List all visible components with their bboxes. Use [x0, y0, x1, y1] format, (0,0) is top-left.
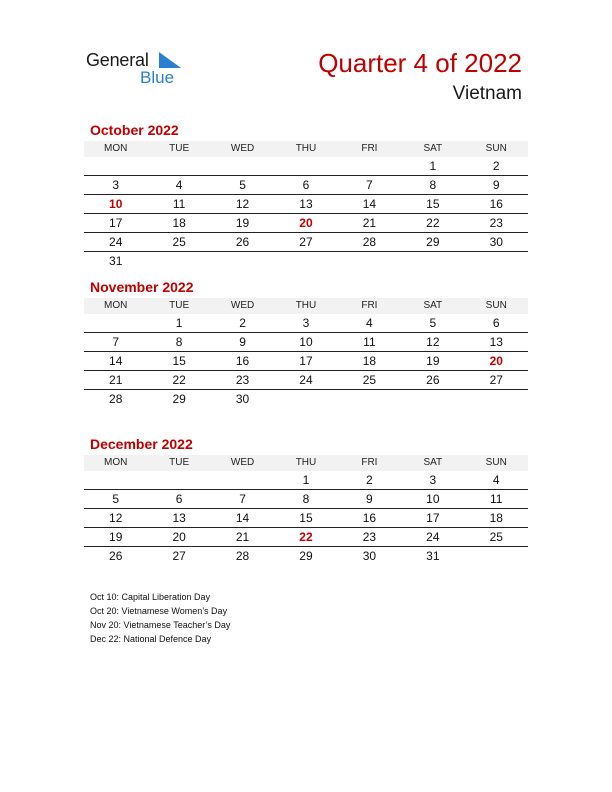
day-cell: 28 — [235, 549, 250, 563]
day-cell: 14 — [109, 354, 123, 368]
weekday-label: THU — [295, 300, 317, 311]
day-cell: 21 — [235, 530, 250, 544]
week-row — [84, 233, 528, 252]
weekday-label: SAT — [423, 457, 443, 468]
generalblue-logo — [86, 50, 186, 90]
week-row — [84, 547, 528, 565]
day-cell: 27 — [172, 549, 186, 563]
day-cell — [147, 471, 210, 489]
day-cell: 4 — [366, 316, 373, 330]
weekday-label: THU — [295, 457, 317, 468]
day-cell — [465, 547, 528, 565]
day-cell: 29 — [299, 549, 313, 563]
day-cell: 5 — [429, 316, 437, 330]
day-cell: 12 — [426, 335, 440, 349]
weekday-label: SAT — [423, 300, 443, 311]
day-cell: 7 — [112, 335, 120, 349]
day-cell: 19 — [426, 354, 440, 368]
day-cell: 1 — [175, 316, 183, 330]
day-cell: 1 — [302, 473, 310, 487]
day-cell: 17 — [109, 216, 123, 230]
day-cell: 23 — [489, 216, 503, 230]
weekday-label: MON — [104, 457, 128, 468]
week-row — [84, 528, 528, 547]
day-cell: 2 — [492, 159, 500, 173]
weekday-label: WED — [230, 143, 255, 154]
day-cell: 16 — [362, 511, 377, 525]
day-cell: 18 — [362, 354, 377, 368]
day-cell: 31 — [109, 254, 123, 268]
day-cell: 3 — [429, 473, 437, 487]
weekday-label: MON — [104, 143, 128, 154]
day-cell — [84, 471, 147, 489]
day-cell: 5 — [112, 492, 120, 506]
weekday-header — [84, 141, 528, 157]
day-cell — [84, 157, 147, 175]
day-cell: 26 — [109, 549, 123, 563]
day-cell — [211, 157, 274, 175]
day-cell: 24 — [299, 373, 313, 387]
holiday-day-cell: 10 — [109, 197, 123, 211]
day-cell: 13 — [172, 511, 186, 525]
day-cell — [84, 314, 147, 332]
day-cell: 15 — [172, 354, 186, 368]
day-cell: 27 — [299, 235, 313, 249]
weekday-label: FRI — [361, 300, 378, 311]
day-cell: 26 — [426, 373, 440, 387]
day-cell: 8 — [175, 335, 183, 349]
day-cell: 3 — [302, 316, 310, 330]
week-row — [84, 252, 528, 270]
day-cell: 16 — [235, 354, 250, 368]
month-title: November 2022 — [90, 279, 194, 295]
day-cell: 15 — [426, 197, 440, 211]
week-row — [84, 157, 528, 176]
day-cell: 18 — [489, 511, 503, 525]
day-cell: 11 — [363, 335, 376, 349]
country-name: Vietnam — [452, 83, 522, 104]
day-cell: 8 — [429, 178, 437, 192]
day-cell: 2 — [366, 473, 373, 487]
week-row — [84, 176, 528, 195]
day-cell: 30 — [362, 549, 377, 563]
day-cell — [147, 252, 210, 270]
holiday-note: Oct 20: Vietnamese Women’s Day — [90, 606, 228, 616]
holiday-day-cell: 20 — [299, 216, 313, 230]
day-cell: 7 — [239, 492, 246, 506]
day-cell: 25 — [172, 235, 186, 249]
day-cell: 8 — [302, 492, 310, 506]
day-cell: 9 — [366, 492, 373, 506]
week-row — [84, 214, 528, 233]
day-cell: 22 — [172, 373, 186, 387]
day-cell — [274, 390, 337, 408]
day-cell: 13 — [299, 197, 313, 211]
day-cell: 24 — [426, 530, 440, 544]
day-cell: 24 — [109, 235, 123, 249]
day-cell: 30 — [489, 235, 503, 249]
week-row — [84, 352, 528, 371]
week-row — [84, 371, 528, 390]
logo-triangle-icon — [159, 52, 181, 68]
day-cell: 11 — [172, 197, 186, 211]
week-row — [84, 490, 528, 509]
day-cell — [147, 157, 210, 175]
day-cell: 23 — [362, 530, 377, 544]
day-cell: 26 — [235, 235, 250, 249]
day-cell — [274, 157, 337, 175]
weekday-header — [84, 455, 528, 471]
holiday-note: Oct 10: Capital Liberation Day — [90, 592, 211, 602]
weekday-label: SUN — [485, 300, 507, 311]
week-row — [84, 509, 528, 528]
day-cell: 27 — [489, 373, 503, 387]
weekday-label: WED — [230, 457, 255, 468]
day-cell: 31 — [426, 549, 440, 563]
day-cell: 6 — [492, 316, 500, 330]
day-cell: 12 — [235, 197, 250, 211]
day-cell: 29 — [426, 235, 440, 249]
day-cell — [465, 252, 528, 270]
weekday-label: SAT — [423, 143, 443, 154]
week-row — [84, 471, 528, 490]
day-cell: 14 — [235, 511, 250, 525]
day-cell — [401, 252, 464, 270]
day-cell: 13 — [489, 335, 503, 349]
weekday-label: SUN — [485, 143, 507, 154]
weekday-label: SUN — [485, 457, 507, 468]
day-cell: 29 — [172, 392, 186, 406]
day-cell: 14 — [362, 197, 377, 211]
week-row — [84, 390, 528, 408]
day-cell: 17 — [426, 511, 440, 525]
logo-text-blue: Blue — [140, 68, 175, 87]
day-cell: 4 — [175, 178, 183, 192]
weekday-label: FRI — [361, 143, 378, 154]
weekday-label: TUE — [169, 457, 190, 468]
quarter-title: Quarter 4 of 2022 — [318, 48, 522, 78]
weekday-label: WED — [230, 300, 255, 311]
day-cell: 11 — [490, 492, 503, 506]
weekday-label: TUE — [169, 143, 190, 154]
month-title: December 2022 — [90, 436, 193, 452]
weekday-label: THU — [295, 143, 317, 154]
day-cell: 6 — [175, 492, 183, 506]
day-cell: 18 — [172, 216, 186, 230]
day-cell — [465, 390, 528, 408]
day-cell: 4 — [492, 473, 500, 487]
day-cell: 19 — [109, 530, 123, 544]
day-cell: 20 — [172, 530, 186, 544]
day-cell — [338, 390, 401, 408]
day-cell: 22 — [426, 216, 440, 230]
month-november — [84, 278, 528, 408]
month-title: October 2022 — [90, 122, 179, 138]
day-cell: 21 — [109, 373, 123, 387]
week-row — [84, 333, 528, 352]
day-cell: 2 — [239, 316, 246, 330]
holiday-day-cell: 22 — [299, 530, 313, 544]
week-row — [84, 195, 528, 214]
month-october — [84, 121, 528, 270]
day-cell — [211, 471, 274, 489]
day-cell: 12 — [109, 511, 123, 525]
day-cell: 25 — [362, 373, 377, 387]
day-cell: 28 — [109, 392, 123, 406]
day-cell — [401, 390, 464, 408]
day-cell — [338, 252, 401, 270]
day-cell: 10 — [299, 335, 313, 349]
day-cell: 5 — [239, 178, 246, 192]
day-cell — [274, 252, 337, 270]
day-cell — [211, 252, 274, 270]
day-cell: 10 — [426, 492, 440, 506]
day-cell: 15 — [299, 511, 313, 525]
day-cell: 7 — [366, 178, 373, 192]
holiday-note: Nov 20: Vietnamese Teacher’s Day — [90, 620, 231, 630]
day-cell: 16 — [489, 197, 503, 211]
day-cell: 23 — [235, 373, 250, 387]
holiday-notes — [90, 590, 230, 646]
week-row — [84, 314, 528, 333]
day-cell — [338, 157, 401, 175]
day-cell: 19 — [235, 216, 250, 230]
day-cell: 21 — [362, 216, 377, 230]
month-december — [84, 435, 528, 565]
weekday-label: MON — [104, 300, 128, 311]
day-cell: 1 — [429, 159, 437, 173]
weekday-header — [84, 298, 528, 314]
day-cell: 28 — [362, 235, 377, 249]
day-cell: 9 — [239, 335, 246, 349]
day-cell: 30 — [235, 392, 250, 406]
day-cell: 25 — [489, 530, 503, 544]
holiday-note: Dec 22: National Defence Day — [90, 634, 212, 644]
day-cell: 17 — [299, 354, 313, 368]
holiday-day-cell: 20 — [489, 354, 503, 368]
day-cell: 9 — [492, 178, 500, 192]
weekday-label: TUE — [169, 300, 190, 311]
weekday-label: FRI — [361, 457, 378, 468]
day-cell: 3 — [112, 178, 120, 192]
logo-text-general: General — [86, 50, 149, 70]
day-cell: 6 — [302, 178, 310, 192]
